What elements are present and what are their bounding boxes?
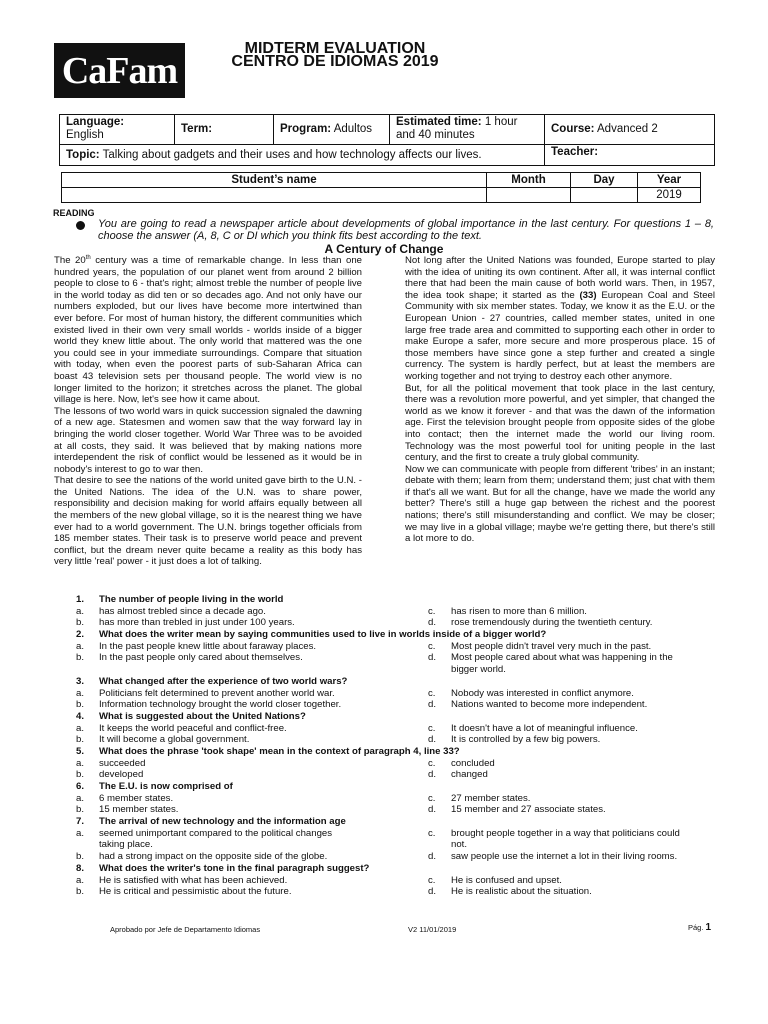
term-cell: [175, 115, 274, 145]
option-text[interactable]: rose tremendously during the twentieth century.: [451, 617, 653, 629]
option-text[interactable]: succeeded: [99, 757, 146, 769]
bullet-icon: [76, 221, 85, 230]
option-text[interactable]: taking place.: [99, 839, 153, 851]
question-3: [0, 676, 768, 688]
option-letter: b.: [76, 851, 85, 863]
day-field[interactable]: [571, 188, 638, 203]
option-text[interactable]: Nations wanted to become more independent.: [451, 699, 648, 711]
option-row: [0, 828, 768, 840]
option-text[interactable]: He is confused and upset.: [451, 874, 562, 886]
option-letter: d.: [428, 851, 437, 863]
question-4: [0, 711, 768, 723]
time-cell: [390, 115, 545, 145]
day-header: Day: [571, 173, 638, 188]
option-letter: c.: [428, 640, 436, 652]
gap-marker: (33): [579, 289, 597, 301]
option-text[interactable]: It is controlled by a few big powers.: [451, 734, 601, 746]
option-text[interactable]: 15 member states.: [99, 804, 179, 816]
question-2: [0, 629, 768, 641]
question-number: 4.: [76, 710, 85, 722]
option-letter: a.: [76, 722, 85, 734]
option-row: [0, 617, 768, 629]
language-value: English: [66, 129, 104, 141]
question-stem: What does the writer's tone in the final paragraph suggest?: [99, 862, 370, 874]
option-row: [0, 804, 768, 816]
program-label: Program:: [280, 123, 332, 135]
option-text[interactable]: He is critical and pessimistic about the future.: [99, 886, 292, 898]
page-label: Pág.: [688, 923, 704, 932]
option-text[interactable]: had a strong impact on the opposite side of the globe.: [99, 851, 328, 863]
option-letter: a.: [76, 757, 85, 769]
month-field[interactable]: [487, 188, 571, 203]
option-letter: a.: [76, 640, 85, 652]
option-text[interactable]: Politicians felt determined to prevent another world war.: [99, 687, 335, 699]
option-text[interactable]: Nobody was interested in conflict anymore.: [451, 687, 634, 699]
question-number: 5.: [76, 745, 85, 757]
question-5: [0, 746, 768, 758]
option-row: [0, 851, 768, 863]
option-row: [0, 875, 768, 887]
page-title: [200, 42, 470, 68]
option-text[interactable]: It keeps the world peaceful and conflict-free.: [99, 722, 287, 734]
paragraph-text: Not long after the United Nations was founded, Europe started to play with the idea of uniting its own continent. After all, it was internal conflict there that had been the main cause of both world wars. Then, in 1957, the idea took shape; it started as the: [405, 255, 715, 301]
question-number: 3.: [76, 675, 85, 687]
question-stem: What changed after the experience of two world wars?: [99, 675, 348, 687]
questions-section: [0, 594, 768, 898]
year-value: 2019: [638, 188, 701, 203]
option-text[interactable]: He is realistic about the situation.: [451, 886, 592, 898]
article-paragraph: The lessons of two world wars in quick succession signaled the dawning of a new age. Statesmen and women saw that the way forward lay in bringing the world closer together. World War Three was to be avoided at all costs, they said. It was believed that by making nations more interdependent the risk of conflict would be lessened as it would be in nobody's interest to go to war then.: [54, 405, 362, 475]
option-text[interactable]: brought people together in a way that politicians could: [451, 827, 680, 839]
question-8: [0, 863, 768, 875]
option-row: [0, 699, 768, 711]
question-number: 6.: [76, 781, 85, 793]
paragraph-text: The 20: [54, 255, 86, 266]
option-text[interactable]: 15 member and 27 associate states.: [451, 804, 606, 816]
question-7: [0, 816, 768, 828]
language-label: Language:: [66, 116, 125, 128]
option-letter: b.: [76, 617, 85, 629]
option-text[interactable]: In the past people only cared about themselves.: [99, 652, 303, 664]
option-letter: b.: [76, 652, 85, 664]
option-letter: c.: [428, 605, 436, 617]
teacher-cell: [545, 145, 715, 166]
course-value: Advanced 2: [597, 123, 658, 135]
option-letter: a.: [76, 827, 85, 839]
option-letter: a.: [76, 874, 85, 886]
option-text[interactable]: has risen to more than 6 million.: [451, 605, 587, 617]
option-letter: c.: [428, 722, 436, 734]
option-row: [0, 769, 768, 781]
option-text[interactable]: has almost trebled since a decade ago.: [99, 605, 266, 617]
footer-page: [688, 922, 711, 933]
option-letter: c.: [428, 792, 436, 804]
option-text[interactable]: developed: [99, 769, 144, 781]
option-text[interactable]: concluded: [451, 757, 495, 769]
option-letter: c.: [428, 757, 436, 769]
topic-cell: [60, 145, 545, 166]
option-letter: d.: [428, 699, 437, 711]
article-left-column: [54, 255, 362, 568]
option-letter: b.: [76, 804, 85, 816]
option-letter: b.: [76, 734, 85, 746]
superscript: th: [85, 254, 91, 261]
student-name-field[interactable]: [62, 188, 487, 203]
article-title: A Century of Change: [324, 242, 444, 256]
option-letter: a.: [76, 687, 85, 699]
cafam-logo: [54, 43, 185, 98]
program-value: Adultos: [333, 123, 373, 135]
option-row: [0, 641, 768, 653]
paragraph-text: European Coal and Steel Community with six member states. Today, we know it as the E.U. or the European Union - 27 countries, called member states, united in one large free trade area and committed to supporting each other in order to make Europe a safer, more secure and more prosperous place. 15 of those members have since gone a step further and created a single currency. The system is hardly perfect, but at least the members are working together and not trying to destroy each other anymore.: [405, 289, 715, 382]
question-stem: What does the phrase 'took shape' mean in the context of paragraph 4, line 33?: [99, 745, 460, 757]
option-row: [0, 688, 768, 700]
reading-instructions: You are going to read a newspaper article about developments of global importance in the last century. For questions 1 – 8, choose the answer (A, 8, C or DI which you think fits best according to the text.: [98, 218, 714, 242]
option-row: [0, 758, 768, 770]
option-text[interactable]: not.: [451, 839, 468, 851]
year-header: Year: [638, 173, 701, 188]
program-cell: [274, 115, 390, 145]
term-label: Term:: [181, 123, 213, 135]
option-row: [0, 652, 768, 675]
option-text[interactable]: It will become a global government.: [99, 734, 250, 746]
option-letter: c.: [428, 874, 436, 886]
question-stem: The E.U. is now comprised of: [99, 781, 233, 793]
time-label: Estimated time:: [396, 116, 482, 128]
option-text[interactable]: Most people didn't travel very much in the past.: [451, 640, 652, 652]
option-letter: b.: [76, 769, 85, 781]
option-letter: d.: [428, 804, 437, 816]
question-number: 8.: [76, 862, 85, 874]
option-letter: d.: [428, 652, 437, 664]
option-text[interactable]: saw people use the internet a lot in their living rooms.: [451, 851, 678, 863]
topic-value: Talking about gadgets and their uses and how technology affects our lives.: [102, 148, 482, 161]
option-text[interactable]: has more than trebled in just under 100 years.: [99, 617, 295, 629]
title-line-2: CENTRO DE IDIOMAS 2019: [231, 53, 439, 70]
footer-version: V2 11/01/2019: [408, 925, 457, 934]
question-1: [0, 594, 768, 606]
question-stem: What is suggested about the United Nations?: [99, 710, 306, 722]
question-stem: The number of people living in the world: [99, 594, 284, 605]
option-letter: d.: [428, 769, 437, 781]
option-letter: b.: [76, 886, 85, 898]
article-paragraph: But, for all the political movement that took place in the last century, there was a revolution more powerful, and yet simpler, that changed the world as we know it forever - and that was the dawn of the information age. First the television brought people from opposite sides of the globe into contact; then the internet made the world our living room. Technology was the most powerful tool for uniting people in the last century, and the first to create a truly global community.: [405, 382, 715, 464]
student-info-table: [61, 172, 701, 203]
topic-label: Topic:: [66, 148, 100, 161]
option-row-continued: [0, 839, 768, 851]
option-text[interactable]: In the past people knew little about faraway places.: [99, 640, 317, 652]
article-right-column: [405, 255, 715, 545]
option-letter: d.: [428, 617, 437, 629]
footer-approved: Aprobado por Jefe de Departamento Idiomas: [110, 925, 261, 934]
question-6: [0, 781, 768, 793]
course-cell: [545, 115, 715, 145]
question-number: 1.: [76, 594, 85, 605]
language-cell: [60, 115, 175, 145]
option-letter: a.: [76, 792, 85, 804]
option-letter: b.: [76, 699, 85, 711]
teacher-label: Teacher:: [551, 146, 599, 158]
option-text[interactable]: He is satisfied with what has been achieved.: [99, 874, 288, 886]
option-row: [0, 723, 768, 735]
option-letter: a.: [76, 605, 85, 617]
article-paragraph: Now we can communicate with people from different 'tribes' in an instant; debate with them; learn from them; understand them; just chat with them if that's all we want. But for all the change, have we made the world any better? There's still a huge gap between the richest and the poorest nations; there's still misunderstanding and conflict. We may be closer; we may live in a global village; maybe we're getting there, but there's still a lot more to do.: [405, 463, 715, 545]
page-number: 1: [705, 922, 712, 933]
option-text[interactable]: 6 member states.: [99, 792, 174, 804]
option-letter: c.: [428, 827, 436, 839]
paragraph-text: century was a time of remarkable change. In less than one hundred years, the population of our planet went from around 2 billion people to close to 6 - that's right; almost treble the number of people live in the world today as did ten or so decades ago. And not only have our numbers exploded, but our lives have become more intertwined than ever before. For most of human history, the different communities which existed lived in their own very small worlds - worlds inside of a bigger world they knew little about. The only world that mattered was the one you could see in your immediate surroundings. Compare that situation with today, when even the poorest parts of sub-Saharan Africa can boast 43 television sets per thousand people. The world view is no longer limited to the horizon; it stretches across the planet. The global village is here. Now, let's see how it came about.: [54, 255, 362, 406]
logo-wordmark: CaFam: [61, 49, 178, 92]
question-number: 2.: [76, 629, 85, 641]
option-text[interactable]: 27 member states.: [451, 792, 531, 804]
article-paragraph: [54, 255, 362, 406]
course-info-table: [59, 114, 715, 166]
option-letter: c.: [428, 687, 436, 699]
option-text[interactable]: seemed unimportant compared to the political changes: [99, 827, 333, 839]
article-paragraph: [405, 255, 715, 383]
option-letter: d.: [428, 886, 437, 898]
option-row: [0, 606, 768, 618]
student-name-header: Student’s name: [62, 173, 487, 188]
option-row: [0, 793, 768, 805]
question-stem: What does the writer mean by saying communities used to live in worlds inside of a bigger world?: [99, 629, 547, 641]
month-header: Month: [487, 173, 571, 188]
question-number: 7.: [76, 816, 85, 828]
option-text[interactable]: Information technology brought the world closer together.: [99, 699, 342, 711]
option-text[interactable]: changed: [451, 769, 488, 781]
option-text[interactable]: Most people cared about what was happening in the bigger world.: [451, 652, 673, 676]
reading-label: READING: [53, 208, 95, 218]
option-row: [0, 734, 768, 746]
option-row: [0, 886, 768, 898]
article-paragraph: That desire to see the nations of the world united gave birth to the U.N. - the United Nations. The idea of the U.N. was to share power, responsibility and decision making for world affairs equally between all the members of the new global village, so it is the nearest thing we have ever had to a world government. The U.N. brings together officials from 185 member states. Their task is to preserve world peace and prevent conflict, but the dream never quite became a reality as this body has very little 'real' power - it just does a lot of talking.: [54, 475, 362, 568]
question-stem: The arrival of new technology and the information age: [99, 816, 346, 828]
title-line-1: MIDTERM EVALUATION: [244, 40, 426, 57]
option-letter: d.: [428, 734, 437, 746]
time-value: 1 hour and 40 minutes: [396, 116, 518, 141]
course-label: Course:: [551, 123, 595, 135]
option-text[interactable]: It doesn't have a lot of meaningful influence.: [451, 722, 638, 734]
